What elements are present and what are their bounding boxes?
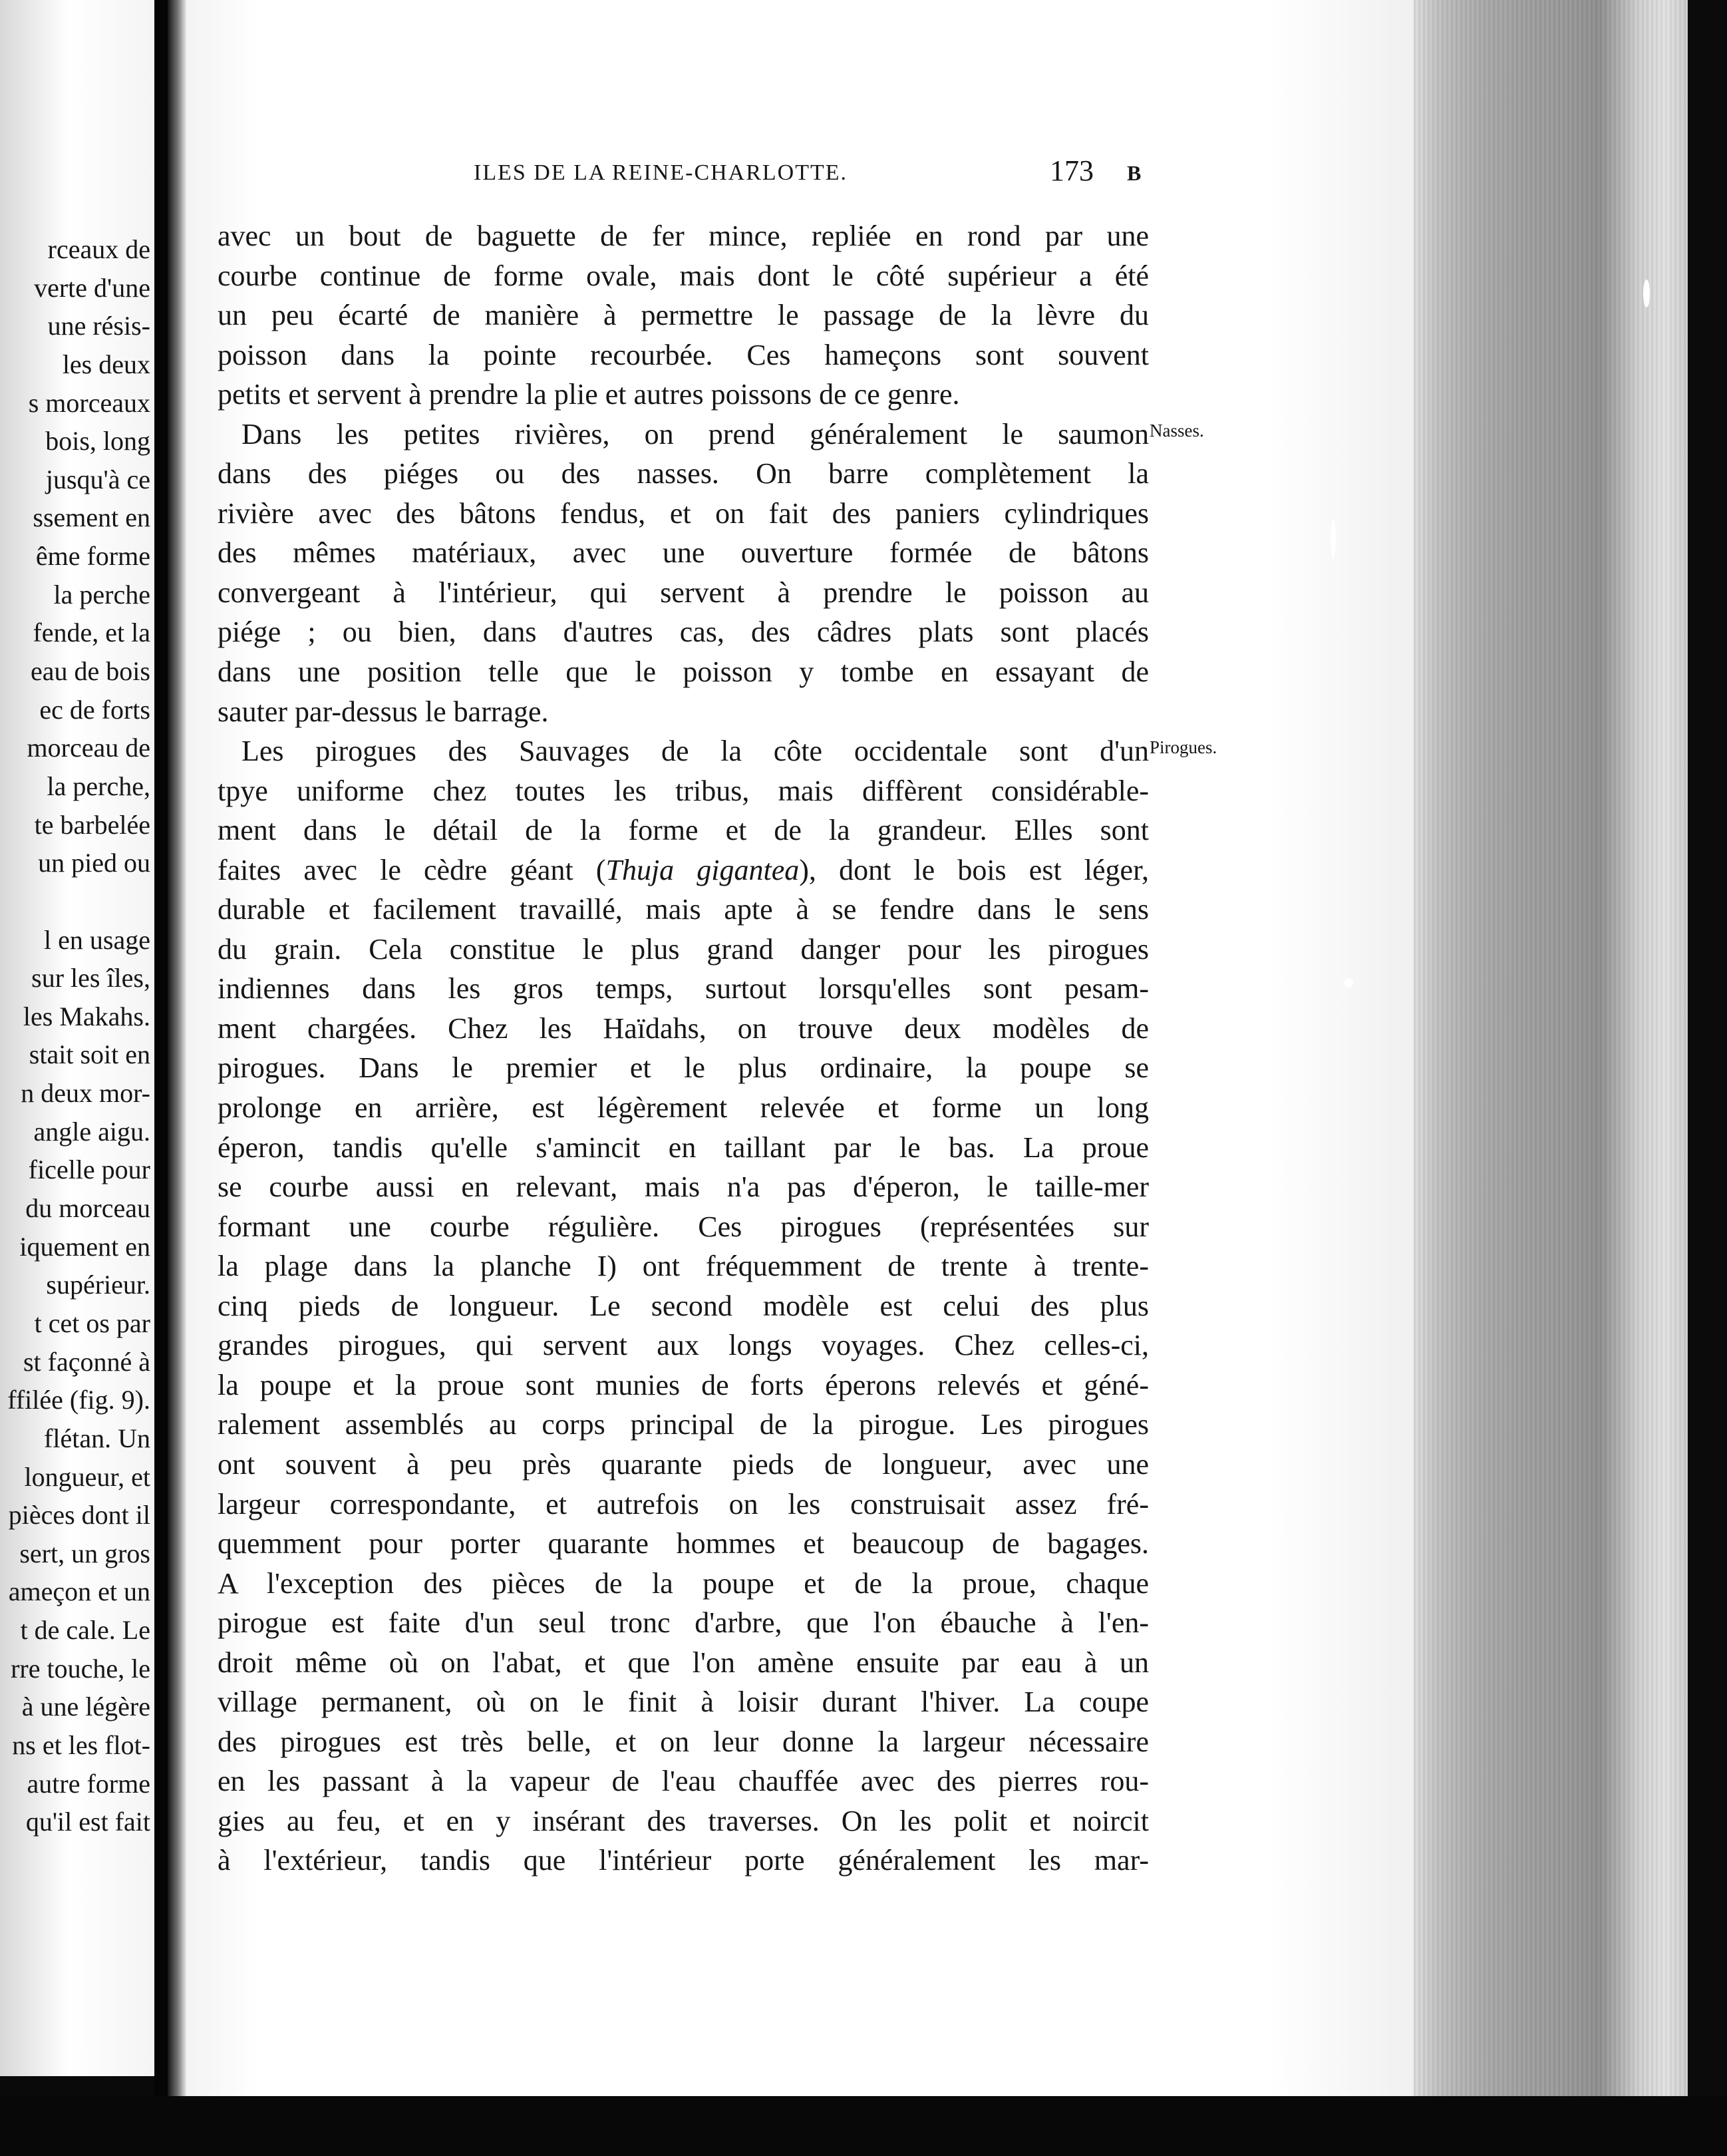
text-line: prolonge en arrière, est légèrement relevée et forme un long [218, 1091, 1149, 1125]
paragraph-start-line: Dans les petites rivières, on prend généralement le saumon [241, 417, 1149, 450]
left-page-line: rre touche, le [11, 1653, 150, 1684]
left-page-line: longueur, et [24, 1461, 150, 1492]
left-page-line: ficelle pour [28, 1155, 150, 1185]
text-line: indiennes dans les gros temps, surtout lorsqu'elles sont pesam- [218, 972, 1149, 1005]
left-page-line: ême forme [35, 541, 150, 572]
text-line: la poupe et la proue sont munies de forts éperons relevés et géné- [218, 1368, 1149, 1401]
left-facing-page [0, 0, 154, 2076]
text-line: petits et servent à prendre la plie et autres poissons de ce genre. [218, 378, 960, 411]
scan-speck [1643, 279, 1650, 307]
left-page-line: t de cale. Le [20, 1615, 150, 1646]
left-page-line: du morceau [25, 1193, 150, 1224]
text-line: quemment pour porter quarante hommes et beaucoup de bagages. [218, 1527, 1149, 1560]
left-page-line: supérieur. [46, 1270, 150, 1300]
left-page-line: stait soit en [29, 1039, 150, 1070]
left-page-line: ns et les flot- [12, 1729, 150, 1760]
text-line: gies au feu, et en y insérant des traverses. On les polit et noircit [218, 1804, 1149, 1837]
left-page-line: qu'il est fait [25, 1807, 150, 1837]
text-line: cinq pieds de longueur. Le second modèle est celui des plus [218, 1289, 1149, 1322]
text-line: ont souvent à peu près quarante pieds de longueur, avec une [218, 1447, 1149, 1481]
left-page-line: à une légère [21, 1692, 150, 1722]
left-page-line: angle aigu. [33, 1116, 150, 1147]
text-line: grandes pirogues, qui servent aux longs voyages. Chez celles-ci, [218, 1329, 1149, 1362]
left-page-line: eau de bois [31, 656, 150, 687]
text-line: des mêmes matériaux, avec une ouverture formée de bâtons [218, 536, 1149, 570]
left-page-line: les deux [62, 349, 150, 379]
body-text [218, 216, 1149, 1881]
left-page-line: st façonné à [23, 1346, 150, 1377]
text-line: du grain. Cela constitue le plus grand danger pour les pirogues [218, 932, 1149, 966]
margin-note-pirogues: Pirogues. [1150, 737, 1217, 757]
left-page-line: une résis- [47, 311, 150, 341]
text-line: droit même où on l'abat, et que l'on amène ensuite par eau à un [218, 1646, 1149, 1679]
text-line: ralement assemblés au corps principal de la pirogue. Les pirogues [218, 1408, 1149, 1441]
text-line: avec un bout de baguette de fer mince, repliée en rond par une [218, 220, 1149, 252]
scan-speck [1331, 519, 1336, 559]
left-page-line: morceau de [27, 733, 150, 763]
left-page-line: flétan. Un [44, 1423, 150, 1453]
left-page-line: la perche [53, 579, 150, 610]
paragraph-start-line: Les pirogues des Sauvages de la côte occidentale sont d'un [241, 735, 1149, 768]
text-line: dans des piéges ou des nasses. On barre complètement la [218, 457, 1149, 490]
scan-border-bottom [0, 2096, 1727, 2156]
text-line: éperon, tandis qu'elle s'amincit en taillant par le bas. La proue [218, 1131, 1149, 1164]
left-page-line: fende, et la [33, 618, 150, 648]
page-number: 173 [1050, 154, 1094, 187]
left-page-text [0, 230, 150, 1841]
text-line: rivière avec des bâtons fendus, et on fait des paniers cylindriques [218, 496, 1149, 530]
text-line: ment chargées. Chez les Haïdahs, on trouve deux modèles de [218, 1011, 1149, 1045]
text-fragment: ), dont le bois est léger, [799, 853, 1149, 886]
signature-mark: B [1127, 161, 1142, 185]
text-line: ment dans le détail de la forme et de la grandeur. Elles sont [218, 814, 1149, 847]
text-line: sauter par-dessus le barrage. [218, 695, 549, 728]
text-line: poisson dans la pointe recourbée. Ces hameçons sont souvent [218, 338, 1149, 371]
text-line: se courbe aussi en relevant, mais n'a pas d'éperon, le taille-mer [218, 1170, 1149, 1204]
left-page-line: l en usage [44, 924, 150, 955]
text-line: tpye uniforme chez toutes les tribus, mais diffèrent considérable- [218, 774, 1149, 807]
left-page-line: ameçon et un [8, 1576, 150, 1607]
text-line: durable et facilement travaillé, mais apte à se fendre dans le sens [218, 893, 1149, 926]
left-page-line: pièces dont il [8, 1500, 150, 1530]
left-page-line: rceaux de [47, 234, 150, 264]
book-gutter [154, 0, 168, 2096]
left-page-line: bois, long [45, 426, 150, 456]
text-line: un peu écarté de manière à permettre le passage de la lèvre du [218, 299, 1149, 332]
text-line: des pirogues est très belle, et on leur donne la largeur nécessaire [218, 1725, 1149, 1758]
page-edges [1414, 0, 1688, 2096]
text-line: village permanent, où on le finit à loisir durant l'hiver. La coupe [218, 1686, 1149, 1719]
margin-note-nasses: Nasses. [1150, 421, 1204, 441]
text-line-with-italic [218, 850, 1149, 890]
left-page-line: un pied ou [38, 848, 150, 878]
left-page-line: ec de forts [39, 694, 150, 725]
text-line: largeur correspondante, et autrefois on les construisait assez fré- [218, 1487, 1149, 1521]
left-page-line: iquement en [19, 1231, 150, 1262]
running-head: ILES DE LA REINE-CHARLOTTE. [474, 160, 848, 185]
text-line: la plage dans la planche I) ont fréquemment de trente à trente- [218, 1250, 1149, 1283]
left-page-line: ssement en [33, 502, 150, 533]
left-page-line: sert, un gros [19, 1538, 150, 1568]
left-page-line: sur les îles, [31, 963, 150, 993]
text-line: piége ; ou bien, dans d'autres cas, des câdres plats sont placés [218, 616, 1149, 649]
italic-term: Thuja gigantea [605, 853, 800, 886]
text-line: dans une position telle que le poisson y tombe en essayant de [218, 655, 1149, 689]
left-page-line: les Makahs. [23, 1001, 150, 1031]
left-page-line: n deux mor- [21, 1078, 150, 1109]
text-line: courbe continue de forme ovale, mais dont le côté supérieur a été [218, 259, 1149, 292]
text-line: pirogues. Dans le premier et le plus ordinaire, la poupe se [218, 1051, 1149, 1085]
left-page-line: te barbelée [34, 809, 150, 840]
left-page-line: la perche, [47, 771, 150, 801]
left-page-line: s morceaux [28, 387, 150, 418]
left-page-line: t cet os par [34, 1308, 150, 1338]
text-fragment: faites avec le cèdre géant ( [218, 853, 606, 886]
text-line: en les passant à la vapeur de l'eau chauffée avec des pierres rou- [218, 1765, 1149, 1798]
scan-speck [1344, 978, 1353, 988]
left-page-line: ffilée (fig. 9). [7, 1385, 150, 1415]
left-page-line: jusqu'à ce [45, 464, 150, 494]
gutter-shadow [168, 0, 186, 2096]
text-line: pirogue est faite d'un seul tronc d'arbre, que l'on ébauche à l'en- [218, 1606, 1149, 1640]
text-line: A l'exception des pièces de la poupe et de la proue, chaque [218, 1566, 1149, 1600]
text-line: convergeant à l'intérieur, qui servent à prendre le poisson au [218, 576, 1149, 609]
scan-border-right [1688, 0, 1727, 2156]
text-line: à l'extérieur, tandis que l'intérieur porte généralement les mar- [218, 1844, 1149, 1877]
left-page-line: verte d'une [34, 272, 150, 303]
text-line: formant une courbe régulière. Ces pirogues (représentées sur [218, 1210, 1149, 1243]
left-page-line: autre forme [27, 1768, 150, 1799]
